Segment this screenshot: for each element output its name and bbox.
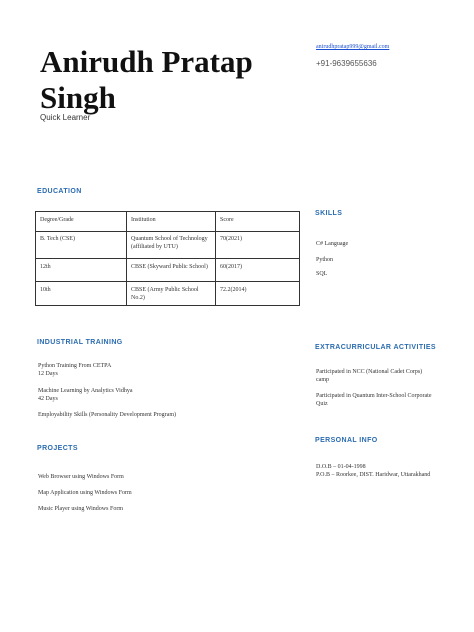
table-cell: 70(2021) (216, 232, 300, 259)
personal-info-heading: PERSONAL INFO (315, 437, 378, 444)
date-of-birth: D.O.B – 01-04-1998 (316, 464, 366, 470)
table-cell: 10th (36, 282, 127, 306)
place-of-birth: P.O.B – Roorkee, DIST. Haridwar, Uttarakhand (316, 472, 431, 478)
extracurricular-heading: EXTRACURRICULAR ACTIVITIES (315, 344, 436, 351)
training-title: Machine Learning by Analytics Vidhya (38, 388, 133, 394)
training-duration: 12 Days (38, 371, 58, 377)
table-row (36, 259, 300, 282)
name-line-1: Anirudh Pratap (40, 44, 253, 79)
training-title: Python Training From CETPA (38, 363, 112, 369)
table-cell: 12th (36, 259, 127, 282)
table-cell: 60(2017) (216, 259, 300, 282)
column-header: Score (216, 212, 300, 232)
skill-item: Python (316, 257, 334, 263)
table-cell: CBSE (Army Public School No.2) (127, 282, 216, 306)
project-item: Map Application using Windows Form (38, 490, 132, 496)
personal-info-block (316, 463, 446, 479)
training-item (38, 387, 133, 403)
table-cell: CBSE (Skyward Public School) (127, 259, 216, 282)
education-table (35, 211, 300, 306)
training-item (38, 411, 176, 419)
table-row (36, 282, 300, 306)
training-duration: 42 Days (38, 396, 58, 402)
skills-heading: SKILLS (315, 210, 343, 217)
name-line-2: Singh (40, 80, 116, 115)
table-cell: B. Tech (CSE) (36, 232, 127, 259)
skill-item: C# Language (316, 241, 349, 247)
project-item: Web Browser using Windows Form (38, 474, 124, 480)
skill-item: SQL (316, 271, 328, 277)
project-item: Music Player using Windows Form (38, 506, 123, 512)
table-cell: 72.2(2014) (216, 282, 300, 306)
table-header-row (36, 212, 300, 232)
training-title: Employability Skills (Personality Development Program) (38, 412, 176, 418)
phone-number: +91-9639655636 (316, 59, 377, 68)
email-link[interactable]: anirudhpratap999@gmail.com (316, 44, 390, 50)
activity-item: Participated in Quantum Inter-School Corporate Quiz (316, 393, 432, 407)
projects-heading: PROJECTS (37, 445, 78, 452)
table-cell: Quantum School of Technology (affiliated by UTU) (127, 232, 216, 259)
column-header: Degree/Grade (36, 212, 127, 232)
candidate-name (40, 44, 253, 116)
industrial-training-heading: INDUSTRIAL TRAINING (37, 339, 123, 346)
column-header: Institution (127, 212, 216, 232)
training-item (38, 362, 111, 378)
activity-item: Participated in NCC (National Cadet Corps) camp (316, 369, 423, 383)
education-heading: EDUCATION (37, 188, 82, 195)
tagline: Quick Learner (40, 113, 91, 122)
table-row (36, 232, 300, 259)
